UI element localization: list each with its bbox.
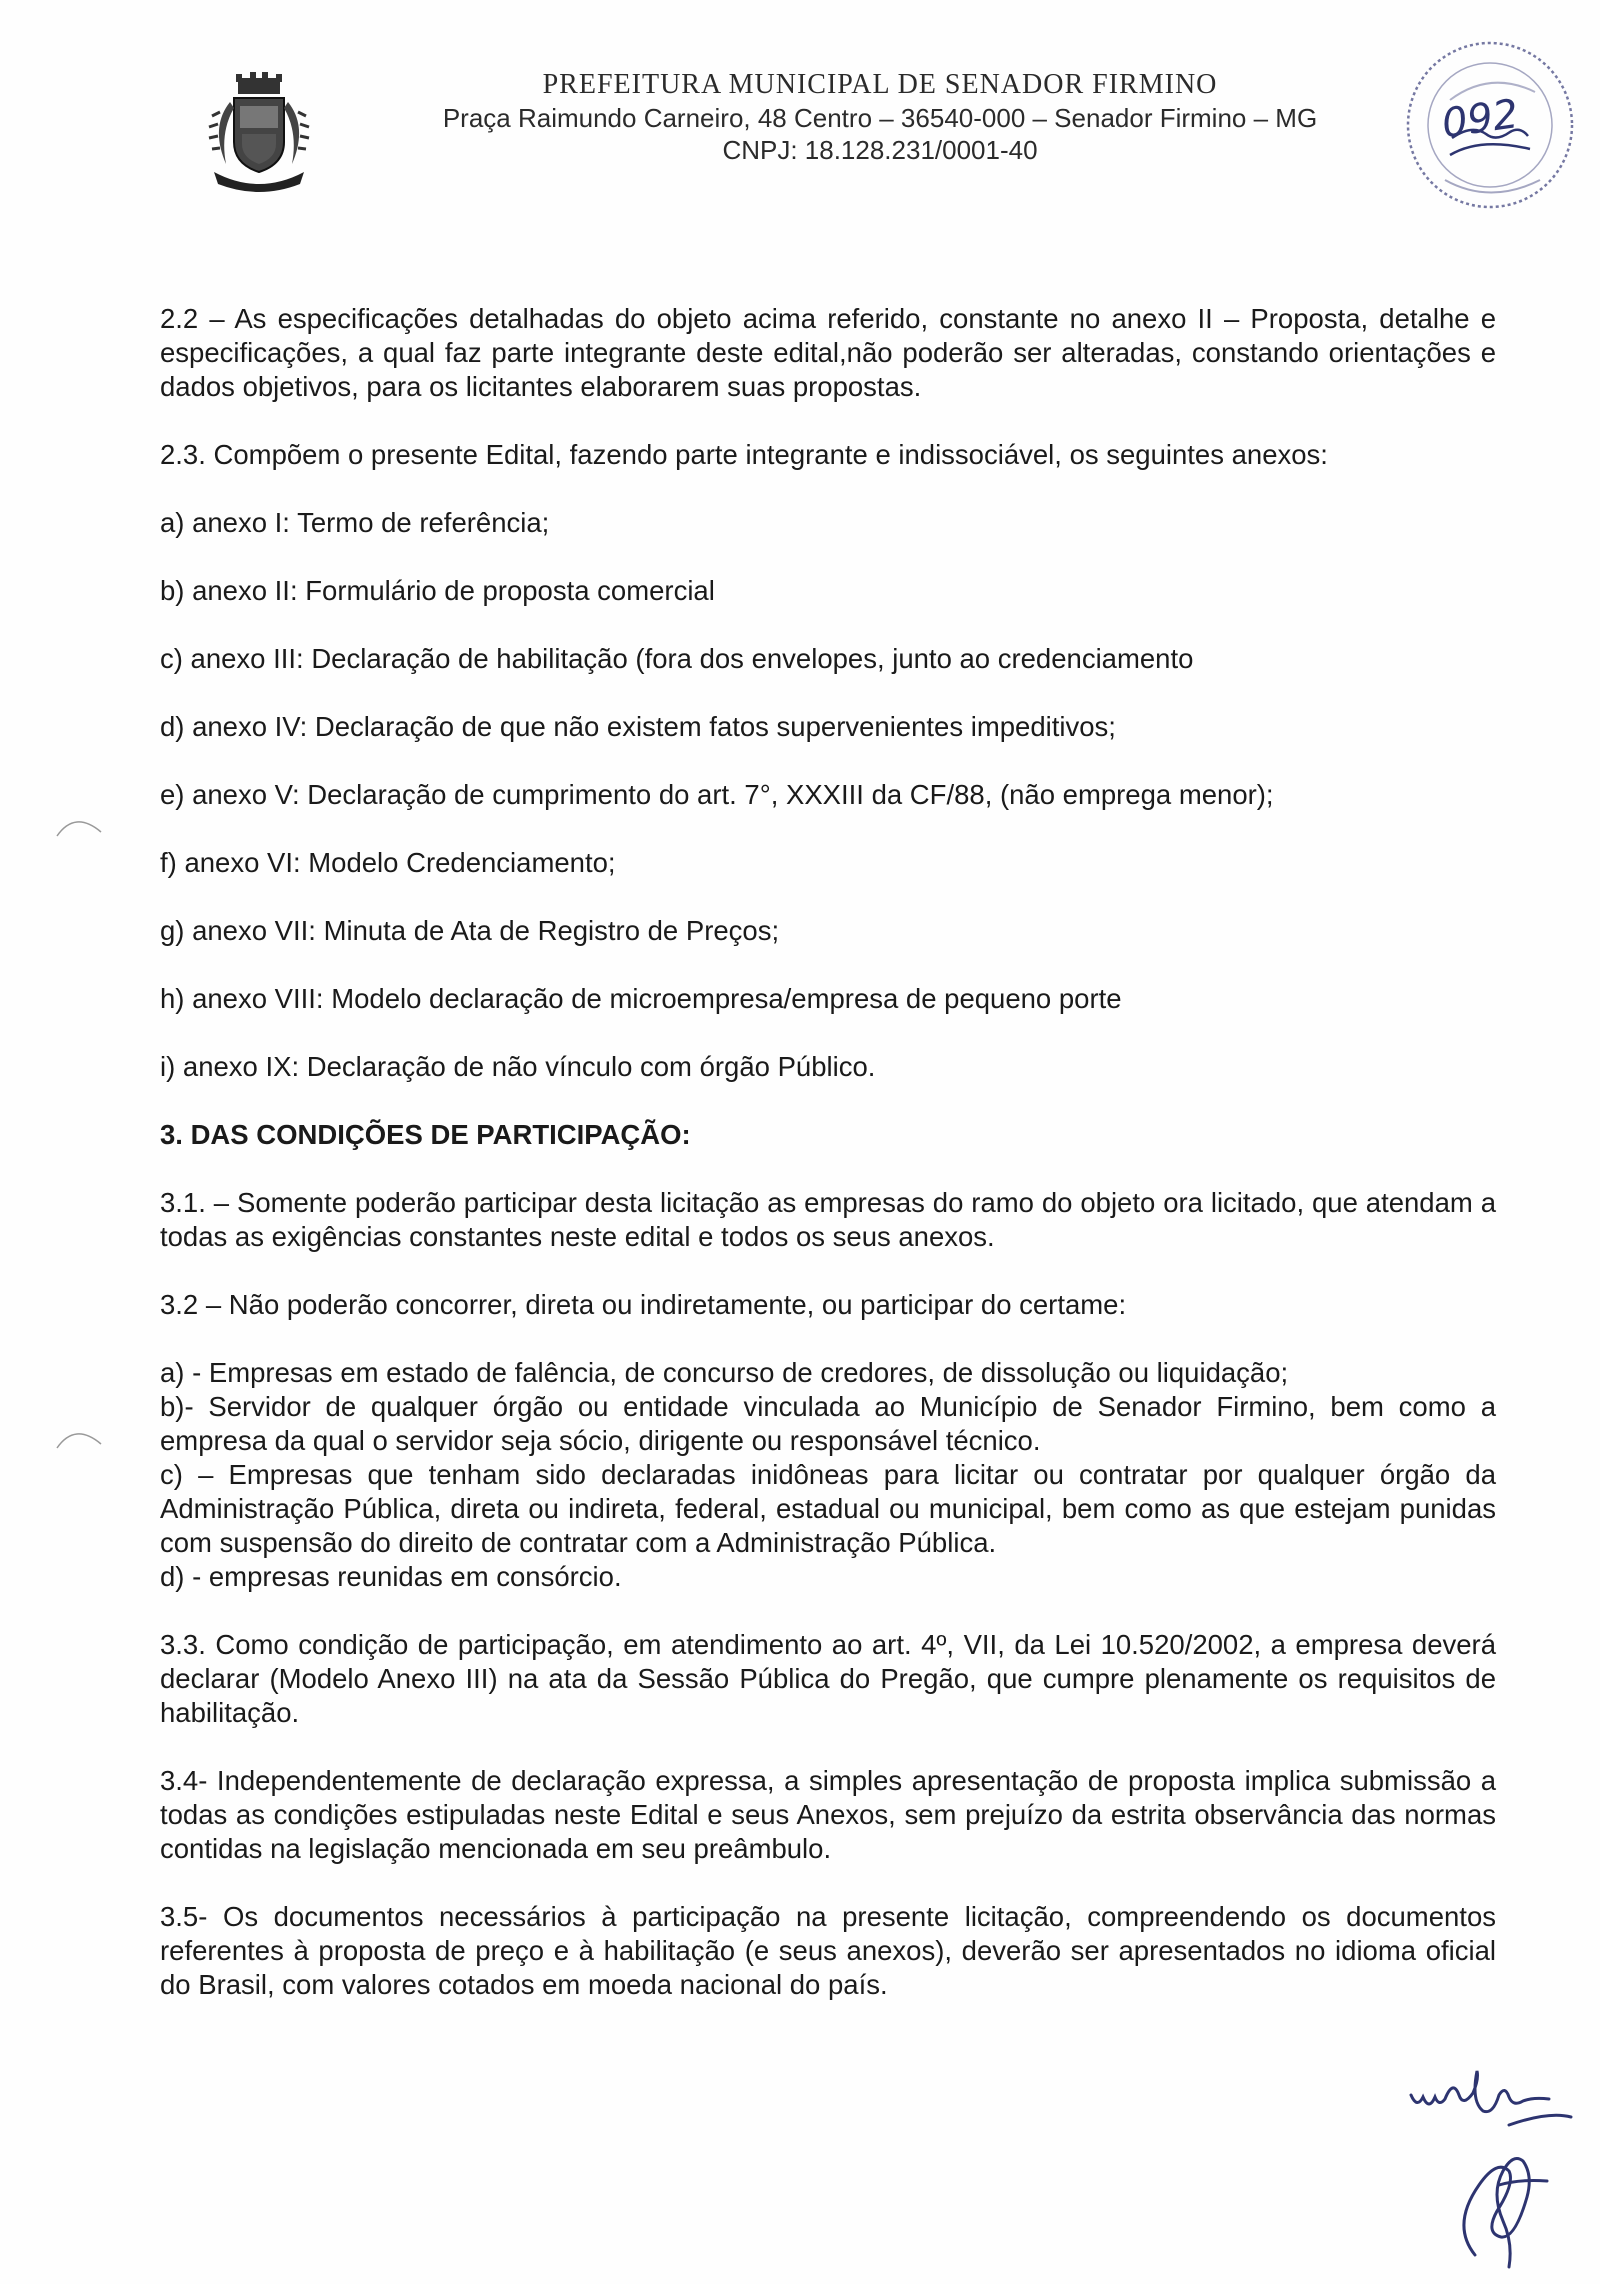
list-item: e) anexo V: Declaração de cumprimento do art. 7°, XXXIII da CF/88, (não emprega menor); <box>160 779 1274 810</box>
list-item: b) anexo II: Formulário de proposta comercial <box>160 575 715 606</box>
list-item: f) anexo VI: Modelo Credenciamento; <box>160 847 616 878</box>
list-item: g) anexo VII: Minuta de Ata de Registro de Preços; <box>160 915 780 946</box>
paragraph-3-4: 3.4- Independentemente de declaração expressa, a simples apresentação de proposta implica submissão a todas as condições estipuladas neste Edital e seus Anexos, sem prejuízo da estrita observância das normas contidas na legislação mencionada em seu preâmbulo. <box>160 1765 1496 1864</box>
paragraph-3-3: 3.3. Como condição de participação, em atendimento ao art. 4º, VII, da Lei 10.520/2002, a empresa deverá declarar (Modelo Anexo III) na ata da Sessão Pública do Pregão, que cumpre plenamente os requisitos de habilitação. <box>160 1629 1496 1728</box>
list-item: c) – Empresas que tenham sido declaradas inidôneas para licitar ou contratar por qualquer órgão da Administração Pública, direta ou indireta, federal, estadual ou municipal, bem como as que estejam punidas com suspensão do direito de contratar com a Administração Pública. <box>160 1459 1496 1558</box>
section-heading: 3. DAS CONDIÇÕES DE PARTICIPAÇÃO: <box>160 1119 691 1150</box>
org-cnpj: CNPJ: 18.128.231/0001-40 <box>722 135 1038 165</box>
coat-of-arms-icon <box>200 72 318 194</box>
signature-icon <box>1405 2055 1595 2280</box>
document-body <box>160 302 1496 2002</box>
org-name: PREFEITURA MUNICIPAL DE SENADOR FIRMINO <box>542 69 1218 100</box>
paragraph-3-2: 3.2 – Não poderão concorrer, direta ou indiretamente, ou participar do certame: <box>160 1289 1127 1320</box>
paragraph-3-1: 3.1. – Somente poderão participar desta licitação as empresas do ramo do objeto ora licitado, que atendam a todas as exigências constantes neste edital e todos os seus anexos. <box>160 1187 1496 1252</box>
punch-mark-icon <box>55 1420 105 1450</box>
page-number-stamp-icon <box>1390 30 1590 220</box>
list-item: d) - empresas reunidas em consórcio. <box>160 1561 622 1592</box>
org-address: Praça Raimundo Carneiro, 48 Centro – 36540-000 – Senador Firmino – MG <box>442 103 1318 133</box>
list-item: a) - Empresas em estado de falência, de concurso de credores, de dissolução ou liquidação; <box>160 1357 1289 1388</box>
annex-list <box>160 506 1496 1084</box>
list-item: d) anexo IV: Declaração de que não existem fatos supervenientes impeditivos; <box>160 711 1116 742</box>
punch-mark-icon <box>55 808 105 838</box>
list-item: a) anexo I: Termo de referência; <box>160 507 550 538</box>
list-item: i) anexo IX: Declaração de não vínculo com órgão Público. <box>160 1051 876 1082</box>
stamp-number: 092 <box>1439 91 1522 148</box>
restriction-list <box>160 1356 1496 1594</box>
list-item: c) anexo III: Declaração de habilitação (fora dos envelopes, junto ao credenciamento <box>160 643 1194 674</box>
list-item: b)- Servidor de qualquer órgão ou entidade vinculada ao Município de Senador Firmino, bem como a empresa da qual o servidor seja sócio, dirigente ou responsável técnico. <box>160 1391 1496 1456</box>
list-item: h) anexo VIII: Modelo declaração de microempresa/empresa de pequeno porte <box>160 983 1122 1014</box>
paragraph-2-2: 2.2 – As especificações detalhadas do objeto acima referido, constante no anexo II – Proposta, detalhe e especificações, a qual faz parte integrante deste edital,não poderão ser alteradas, constando orientações e dados objetivos, para os licitantes elaborarem suas propostas. <box>160 303 1496 402</box>
paragraph-2-3: 2.3. Compõem o presente Edital, fazendo parte integrante e indissociável, os seguintes anexos: <box>160 439 1328 470</box>
paragraph-3-5: 3.5- Os documentos necessários à participação na presente licitação, compreendendo os documentos referentes à proposta de preço e à habilitação (e seus anexos), deverão ser apresentados no idioma oficial do Brasil, com valores cotados em moeda nacional do país. <box>160 1901 1496 2000</box>
letterhead <box>380 68 1380 166</box>
